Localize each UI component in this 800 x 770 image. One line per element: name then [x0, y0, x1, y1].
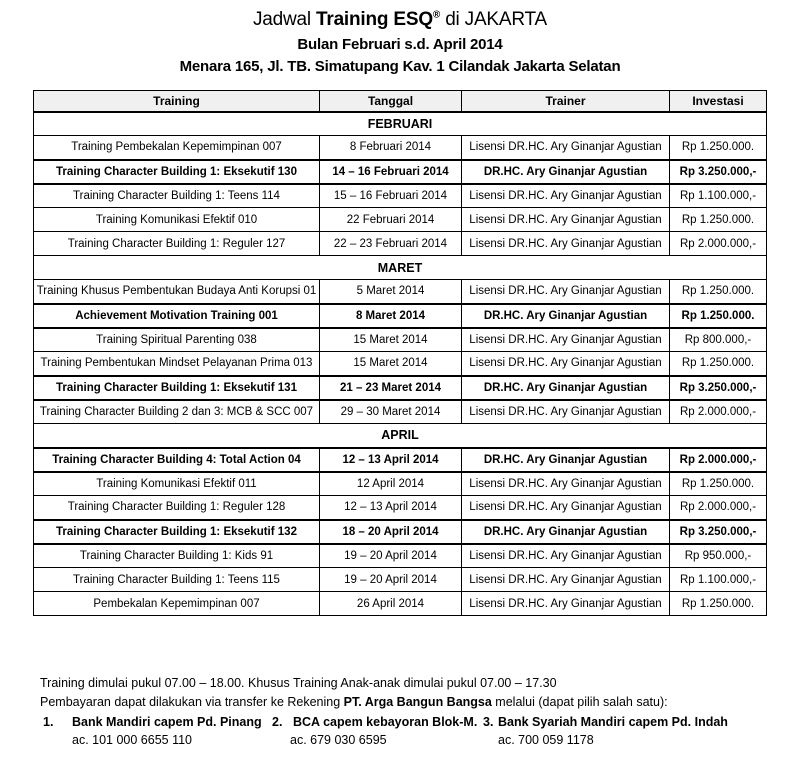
bank-option [43, 715, 262, 747]
cell-tanggal: 8 Februari 2014 [320, 136, 462, 160]
table-row [34, 496, 767, 520]
cell-investasi: Rp 1.100.000,- [670, 568, 767, 592]
cell-trainer: DR.HC. Ary Ginanjar Agustian [462, 304, 670, 328]
cell-trainer: Lisensi DR.HC. Ary Ginanjar Agustian [462, 208, 670, 232]
cell-training: Training Character Building 1: Reguler 127 [34, 232, 320, 256]
footer-notes [40, 676, 780, 714]
cell-training: Training Character Building 1: Eksekutif 131 [34, 376, 320, 400]
title-period: Bulan Februari s.d. April 2014 [297, 36, 503, 53]
schedule-note: Training dimulai pukul 07.00 – 18.00. Khusus Training Anak-anak dimulai pukul 07.00 – 17.30 [40, 676, 557, 690]
cell-training: Training Pembekalan Kepemimpinan 007 [34, 136, 320, 160]
cell-training: Training Pembentukan Mindset Pelayanan Prima 013 [34, 352, 320, 376]
cell-investasi: Rp 1.250.000. [670, 208, 767, 232]
table-row [34, 544, 767, 568]
payment-note [40, 695, 780, 709]
cell-tanggal: 8 Maret 2014 [320, 304, 462, 328]
cell-trainer: Lisensi DR.HC. Ary Ginanjar Agustian [462, 352, 670, 376]
cell-tanggal: 15 Maret 2014 [320, 328, 462, 352]
cell-investasi: Rp 800.000,- [670, 328, 767, 352]
bank-number: 1. [43, 715, 54, 729]
cell-investasi: Rp 950.000,- [670, 544, 767, 568]
cell-tanggal: 19 – 20 April 2014 [320, 568, 462, 592]
cell-tanggal: 18 – 20 April 2014 [320, 520, 462, 544]
cell-training: Training Spiritual Parenting 038 [34, 328, 320, 352]
cell-tanggal: 21 – 23 Maret 2014 [320, 376, 462, 400]
bank-name-text: Bank Mandiri capem Pd. Pinang [72, 715, 262, 729]
cell-trainer: Lisensi DR.HC. Ary Ginanjar Agustian [462, 472, 670, 496]
table-row [34, 448, 767, 472]
bank-name-text: BCA capem kebayoran Blok-M. [293, 715, 478, 729]
bank-account-number: ac. 101 000 6655 110 [72, 733, 193, 747]
cell-investasi: Rp 1.250.000. [670, 136, 767, 160]
month-label: MARET [34, 256, 767, 280]
cell-investasi: Rp 1.250.000. [670, 472, 767, 496]
cell-investasi: Rp 2.000.000,- [670, 232, 767, 256]
bank-name-line [43, 715, 262, 729]
bank-account-number: ac. 679 030 6595 [290, 733, 387, 747]
table-row [34, 376, 767, 400]
bank-option [272, 715, 477, 747]
table-row [34, 568, 767, 592]
table-row [34, 328, 767, 352]
cell-investasi: Rp 3.250.000,- [670, 520, 767, 544]
cell-trainer: DR.HC. Ary Ginanjar Agustian [462, 448, 670, 472]
cell-training: Training Character Building 1: Reguler 128 [34, 496, 320, 520]
cell-investasi: Rp 3.250.000,- [670, 376, 767, 400]
cell-trainer: Lisensi DR.HC. Ary Ginanjar Agustian [462, 280, 670, 304]
cell-training: Training Character Building 2 dan 3: MCB & SCC 007 [34, 400, 320, 424]
cell-investasi: Rp 1.250.000. [670, 592, 767, 616]
bank-name-text: Bank Syariah Mandiri capem Pd. Indah [498, 715, 728, 729]
document-title [0, 9, 800, 31]
table-row [34, 232, 767, 256]
table-header-row [34, 91, 767, 112]
table-row [34, 208, 767, 232]
cell-investasi: Rp 2.000.000,- [670, 448, 767, 472]
cell-tanggal: 12 April 2014 [320, 472, 462, 496]
table-row [34, 520, 767, 544]
registered-mark-icon: ® [432, 9, 441, 21]
payment-note-suffix: melalui (dapat pilih salah satu): [491, 695, 668, 709]
title-brand: Training ESQ [316, 9, 433, 30]
cell-tanggal: 22 – 23 Februari 2014 [320, 232, 462, 256]
table-row [34, 304, 767, 328]
month-label: FEBRUARI [34, 112, 767, 136]
month-header-row [34, 256, 767, 280]
title-suffix: di JAKARTA [445, 9, 548, 30]
cell-training: Training Komunikasi Efektif 011 [34, 472, 320, 496]
bank-option [483, 715, 728, 747]
cell-investasi: Rp 1.100.000,- [670, 184, 767, 208]
table-row [34, 400, 767, 424]
column-header-investasi: Investasi [670, 91, 767, 112]
cell-investasi: Rp 1.250.000. [670, 280, 767, 304]
month-header-row [34, 112, 767, 136]
cell-investasi: Rp 2.000.000,- [670, 496, 767, 520]
cell-trainer: Lisensi DR.HC. Ary Ginanjar Agustian [462, 232, 670, 256]
cell-tanggal: 14 – 16 Februari 2014 [320, 160, 462, 184]
cell-tanggal: 15 – 16 Februari 2014 [320, 184, 462, 208]
cell-trainer: DR.HC. Ary Ginanjar Agustian [462, 160, 670, 184]
bank-number: 3. [483, 715, 494, 729]
cell-investasi: Rp 3.250.000,- [670, 160, 767, 184]
table-row [34, 160, 767, 184]
table-row [34, 280, 767, 304]
cell-training: Pembekalan Kepemimpinan 007 [34, 592, 320, 616]
cell-investasi: Rp 2.000.000,- [670, 400, 767, 424]
cell-training: Achievement Motivation Training 001 [34, 304, 320, 328]
cell-trainer: Lisensi DR.HC. Ary Ginanjar Agustian [462, 544, 670, 568]
document-title-block [0, 9, 800, 75]
month-header-row [34, 424, 767, 448]
cell-tanggal: 22 Februari 2014 [320, 208, 462, 232]
cell-training: Training Character Building 1: Kids 91 [34, 544, 320, 568]
cell-tanggal: 29 – 30 Maret 2014 [320, 400, 462, 424]
table-row [34, 352, 767, 376]
title-prefix: Jadwal [252, 9, 311, 30]
bank-name-line [483, 715, 728, 729]
bank-options [0, 715, 800, 759]
table-row [34, 136, 767, 160]
column-header-trainer: Trainer [462, 91, 670, 112]
cell-trainer: Lisensi DR.HC. Ary Ginanjar Agustian [462, 328, 670, 352]
title-venue: Menara 165, Jl. TB. Simatupang Kav. 1 Cilandak Jakarta Selatan [179, 58, 621, 75]
column-header-tanggal: Tanggal [320, 91, 462, 112]
cell-trainer: Lisensi DR.HC. Ary Ginanjar Agustian [462, 496, 670, 520]
cell-training: Training Character Building 1: Eksekutif 132 [34, 520, 320, 544]
column-header-training: Training [34, 91, 320, 112]
bank-number: 2. [272, 715, 283, 729]
cell-tanggal: 19 – 20 April 2014 [320, 544, 462, 568]
cell-tanggal: 15 Maret 2014 [320, 352, 462, 376]
cell-training: Training Character Building 1: Eksekutif 130 [34, 160, 320, 184]
cell-tanggal: 5 Maret 2014 [320, 280, 462, 304]
cell-tanggal: 12 – 13 April 2014 [320, 496, 462, 520]
month-label: APRIL [34, 424, 767, 448]
cell-trainer: Lisensi DR.HC. Ary Ginanjar Agustian [462, 568, 670, 592]
bank-account-number: ac. 700 059 1178 [498, 733, 594, 747]
cell-training: Training Character Building 4: Total Action 04 [34, 448, 320, 472]
cell-trainer: DR.HC. Ary Ginanjar Agustian [462, 520, 670, 544]
cell-training: Training Khusus Pembentukan Budaya Anti Korupsi 01 [34, 280, 320, 304]
payment-company: PT. Arga Bangun Bangsa [343, 695, 492, 709]
cell-training: Training Character Building 1: Teens 114 [34, 184, 320, 208]
cell-trainer: Lisensi DR.HC. Ary Ginanjar Agustian [462, 136, 670, 160]
table-row [34, 472, 767, 496]
schedule-table [33, 90, 767, 616]
cell-tanggal: 12 – 13 April 2014 [320, 448, 462, 472]
cell-investasi: Rp 1.250.000. [670, 352, 767, 376]
cell-trainer: Lisensi DR.HC. Ary Ginanjar Agustian [462, 184, 670, 208]
bank-name-line [272, 715, 477, 729]
table-row [34, 184, 767, 208]
cell-investasi: Rp 1.250.000. [670, 304, 767, 328]
payment-note-prefix: Pembayaran dapat dilakukan via transfer ke Rekening [40, 695, 344, 709]
cell-trainer: Lisensi DR.HC. Ary Ginanjar Agustian [462, 592, 670, 616]
cell-trainer: Lisensi DR.HC. Ary Ginanjar Agustian [462, 400, 670, 424]
cell-trainer: DR.HC. Ary Ginanjar Agustian [462, 376, 670, 400]
cell-training: Training Komunikasi Efektif 010 [34, 208, 320, 232]
cell-training: Training Character Building 1: Teens 115 [34, 568, 320, 592]
table-row [34, 592, 767, 616]
cell-tanggal: 26 April 2014 [320, 592, 462, 616]
